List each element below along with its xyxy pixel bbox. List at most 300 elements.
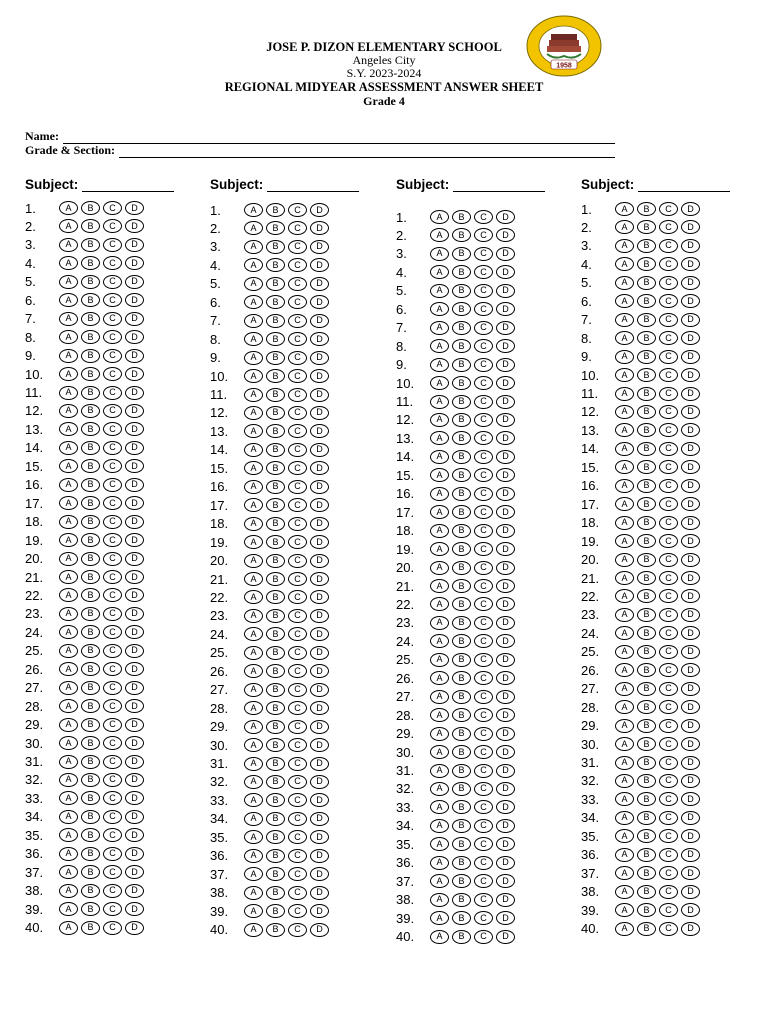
answer-bubble-c[interactable]: C	[103, 515, 122, 529]
answer-bubble-d[interactable]: D	[681, 608, 700, 622]
answer-bubble-c[interactable]: C	[288, 277, 307, 291]
answer-bubble-a[interactable]: A	[59, 330, 78, 344]
answer-bubble-d[interactable]: D	[681, 294, 700, 308]
answer-bubble-d[interactable]: D	[496, 708, 515, 722]
answer-bubble-a[interactable]: A	[430, 579, 449, 593]
answer-bubble-a[interactable]: A	[615, 202, 634, 216]
answer-bubble-d[interactable]: D	[310, 203, 329, 217]
answer-bubble-c[interactable]: C	[659, 460, 678, 474]
answer-bubble-c[interactable]: C	[288, 424, 307, 438]
answer-bubble-c[interactable]: C	[103, 256, 122, 270]
answer-bubble-c[interactable]: C	[659, 571, 678, 585]
answer-bubble-b[interactable]: B	[452, 358, 471, 372]
answer-bubble-a[interactable]: A	[615, 866, 634, 880]
answer-bubble-a[interactable]: A	[244, 406, 263, 420]
answer-bubble-b[interactable]: B	[452, 800, 471, 814]
answer-bubble-c[interactable]: C	[659, 553, 678, 567]
answer-bubble-d[interactable]: D	[310, 793, 329, 807]
answer-bubble-b[interactable]: B	[637, 922, 656, 936]
answer-bubble-c[interactable]: C	[474, 616, 493, 630]
answer-bubble-c[interactable]: C	[474, 708, 493, 722]
answer-bubble-b[interactable]: B	[452, 395, 471, 409]
answer-bubble-a[interactable]: A	[615, 423, 634, 437]
answer-bubble-d[interactable]: D	[681, 276, 700, 290]
answer-bubble-c[interactable]: C	[474, 634, 493, 648]
answer-bubble-c[interactable]: C	[474, 524, 493, 538]
answer-bubble-d[interactable]: D	[496, 561, 515, 575]
answer-bubble-d[interactable]: D	[496, 247, 515, 261]
answer-bubble-a[interactable]: A	[59, 459, 78, 473]
answer-bubble-c[interactable]: C	[474, 930, 493, 944]
answer-bubble-b[interactable]: B	[452, 930, 471, 944]
answer-bubble-c[interactable]: C	[103, 755, 122, 769]
answer-bubble-b[interactable]: B	[81, 718, 100, 732]
answer-bubble-a[interactable]: A	[430, 837, 449, 851]
answer-bubble-b[interactable]: B	[637, 479, 656, 493]
answer-bubble-a[interactable]: A	[615, 350, 634, 364]
answer-bubble-a[interactable]: A	[244, 793, 263, 807]
answer-bubble-a[interactable]: A	[244, 258, 263, 272]
answer-bubble-b[interactable]: B	[266, 683, 285, 697]
answer-bubble-c[interactable]: C	[288, 849, 307, 863]
answer-bubble-c[interactable]: C	[474, 874, 493, 888]
answer-bubble-c[interactable]: C	[288, 314, 307, 328]
answer-bubble-b[interactable]: B	[81, 736, 100, 750]
answer-bubble-a[interactable]: A	[615, 885, 634, 899]
answer-bubble-d[interactable]: D	[496, 874, 515, 888]
answer-bubble-b[interactable]: B	[266, 461, 285, 475]
answer-bubble-b[interactable]: B	[452, 597, 471, 611]
answer-bubble-c[interactable]: C	[288, 535, 307, 549]
answer-bubble-d[interactable]: D	[496, 339, 515, 353]
answer-bubble-d[interactable]: D	[681, 202, 700, 216]
answer-bubble-d[interactable]: D	[125, 773, 144, 787]
answer-bubble-c[interactable]: C	[288, 683, 307, 697]
answer-bubble-a[interactable]: A	[430, 653, 449, 667]
answer-bubble-b[interactable]: B	[266, 738, 285, 752]
answer-bubble-c[interactable]: C	[288, 443, 307, 457]
answer-bubble-d[interactable]: D	[125, 312, 144, 326]
answer-bubble-d[interactable]: D	[681, 553, 700, 567]
answer-bubble-c[interactable]: C	[288, 221, 307, 235]
answer-bubble-b[interactable]: B	[81, 902, 100, 916]
answer-bubble-d[interactable]: D	[496, 745, 515, 759]
answer-bubble-d[interactable]: D	[681, 719, 700, 733]
answer-bubble-c[interactable]: C	[659, 719, 678, 733]
answer-bubble-c[interactable]: C	[288, 738, 307, 752]
answer-bubble-b[interactable]: B	[266, 793, 285, 807]
answer-bubble-c[interactable]: C	[474, 764, 493, 778]
answer-bubble-c[interactable]: C	[288, 480, 307, 494]
answer-bubble-d[interactable]: D	[496, 450, 515, 464]
answer-bubble-a[interactable]: A	[615, 682, 634, 696]
answer-bubble-c[interactable]: C	[474, 671, 493, 685]
answer-bubble-c[interactable]: C	[659, 534, 678, 548]
answer-bubble-d[interactable]: D	[125, 588, 144, 602]
answer-bubble-d[interactable]: D	[496, 210, 515, 224]
answer-bubble-c[interactable]: C	[103, 847, 122, 861]
answer-bubble-c[interactable]: C	[659, 405, 678, 419]
answer-bubble-c[interactable]: C	[103, 552, 122, 566]
answer-bubble-b[interactable]: B	[266, 554, 285, 568]
answer-bubble-c[interactable]: C	[103, 441, 122, 455]
answer-bubble-b[interactable]: B	[81, 386, 100, 400]
answer-bubble-c[interactable]: C	[103, 791, 122, 805]
answer-bubble-a[interactable]: A	[430, 616, 449, 630]
answer-bubble-c[interactable]: C	[103, 404, 122, 418]
answer-bubble-b[interactable]: B	[637, 239, 656, 253]
answer-bubble-a[interactable]: A	[59, 552, 78, 566]
answer-bubble-b[interactable]: B	[266, 203, 285, 217]
answer-bubble-d[interactable]: D	[125, 533, 144, 547]
answer-bubble-d[interactable]: D	[310, 830, 329, 844]
answer-bubble-b[interactable]: B	[266, 424, 285, 438]
answer-bubble-a[interactable]: A	[615, 829, 634, 843]
answer-bubble-a[interactable]: A	[244, 240, 263, 254]
answer-bubble-c[interactable]: C	[474, 579, 493, 593]
answer-bubble-a[interactable]: A	[59, 478, 78, 492]
answer-bubble-a[interactable]: A	[615, 922, 634, 936]
answer-bubble-a[interactable]: A	[59, 625, 78, 639]
answer-bubble-b[interactable]: B	[81, 256, 100, 270]
answer-bubble-b[interactable]: B	[637, 553, 656, 567]
answer-bubble-a[interactable]: A	[59, 644, 78, 658]
answer-bubble-c[interactable]: C	[659, 848, 678, 862]
answer-bubble-d[interactable]: D	[310, 517, 329, 531]
answer-bubble-b[interactable]: B	[266, 646, 285, 660]
answer-bubble-a[interactable]: A	[244, 757, 263, 771]
answer-bubble-a[interactable]: A	[615, 220, 634, 234]
answer-bubble-b[interactable]: B	[637, 202, 656, 216]
answer-bubble-a[interactable]: A	[59, 219, 78, 233]
answer-bubble-c[interactable]: C	[659, 331, 678, 345]
answer-bubble-a[interactable]: A	[244, 701, 263, 715]
answer-bubble-b[interactable]: B	[81, 921, 100, 935]
answer-bubble-b[interactable]: B	[452, 247, 471, 261]
answer-bubble-a[interactable]: A	[615, 571, 634, 585]
answer-bubble-c[interactable]: C	[103, 386, 122, 400]
answer-bubble-d[interactable]: D	[681, 774, 700, 788]
answer-bubble-c[interactable]: C	[659, 792, 678, 806]
answer-bubble-d[interactable]: D	[310, 572, 329, 586]
answer-bubble-b[interactable]: B	[452, 616, 471, 630]
answer-bubble-b[interactable]: B	[452, 893, 471, 907]
answer-bubble-c[interactable]: C	[288, 646, 307, 660]
answer-bubble-d[interactable]: D	[496, 358, 515, 372]
answer-bubble-b[interactable]: B	[266, 240, 285, 254]
answer-bubble-b[interactable]: B	[266, 369, 285, 383]
answer-bubble-d[interactable]: D	[496, 265, 515, 279]
answer-bubble-b[interactable]: B	[452, 561, 471, 575]
answer-bubble-d[interactable]: D	[496, 597, 515, 611]
answer-bubble-b[interactable]: B	[452, 634, 471, 648]
answer-bubble-d[interactable]: D	[496, 764, 515, 778]
answer-bubble-d[interactable]: D	[496, 671, 515, 685]
answer-bubble-c[interactable]: C	[288, 332, 307, 346]
answer-bubble-a[interactable]: A	[615, 442, 634, 456]
answer-bubble-b[interactable]: B	[452, 505, 471, 519]
answer-bubble-a[interactable]: A	[244, 923, 263, 937]
answer-bubble-c[interactable]: C	[659, 423, 678, 437]
answer-bubble-a[interactable]: A	[615, 774, 634, 788]
answer-bubble-a[interactable]: A	[615, 405, 634, 419]
answer-bubble-c[interactable]: C	[474, 321, 493, 335]
answer-bubble-d[interactable]: D	[310, 867, 329, 881]
answer-bubble-a[interactable]: A	[430, 228, 449, 242]
answer-bubble-d[interactable]: D	[681, 460, 700, 474]
answer-bubble-d[interactable]: D	[310, 609, 329, 623]
answer-bubble-a[interactable]: A	[244, 369, 263, 383]
answer-bubble-d[interactable]: D	[496, 487, 515, 501]
answer-bubble-b[interactable]: B	[81, 293, 100, 307]
answer-bubble-c[interactable]: C	[659, 682, 678, 696]
answer-bubble-b[interactable]: B	[452, 284, 471, 298]
answer-bubble-b[interactable]: B	[637, 737, 656, 751]
answer-bubble-d[interactable]: D	[125, 238, 144, 252]
answer-bubble-b[interactable]: B	[266, 480, 285, 494]
answer-bubble-b[interactable]: B	[81, 607, 100, 621]
answer-bubble-a[interactable]: A	[59, 588, 78, 602]
answer-bubble-d[interactable]: D	[681, 516, 700, 530]
answer-bubble-d[interactable]: D	[681, 792, 700, 806]
answer-bubble-d[interactable]: D	[681, 866, 700, 880]
answer-bubble-d[interactable]: D	[310, 332, 329, 346]
answer-bubble-a[interactable]: A	[244, 646, 263, 660]
answer-bubble-a[interactable]: A	[244, 849, 263, 863]
answer-bubble-c[interactable]: C	[659, 368, 678, 382]
answer-bubble-a[interactable]: A	[430, 468, 449, 482]
answer-bubble-a[interactable]: A	[430, 413, 449, 427]
answer-bubble-a[interactable]: A	[59, 755, 78, 769]
answer-bubble-c[interactable]: C	[659, 239, 678, 253]
answer-bubble-c[interactable]: C	[474, 395, 493, 409]
answer-bubble-d[interactable]: D	[125, 349, 144, 363]
answer-bubble-b[interactable]: B	[452, 690, 471, 704]
answer-bubble-a[interactable]: A	[244, 517, 263, 531]
answer-bubble-a[interactable]: A	[244, 738, 263, 752]
answer-bubble-a[interactable]: A	[615, 257, 634, 271]
answer-bubble-d[interactable]: D	[125, 810, 144, 824]
answer-bubble-b[interactable]: B	[452, 450, 471, 464]
answer-bubble-a[interactable]: A	[430, 819, 449, 833]
answer-bubble-c[interactable]: C	[103, 496, 122, 510]
answer-bubble-a[interactable]: A	[59, 884, 78, 898]
answer-bubble-a[interactable]: A	[244, 683, 263, 697]
answer-bubble-d[interactable]: D	[681, 589, 700, 603]
answer-bubble-c[interactable]: C	[288, 775, 307, 789]
answer-bubble-c[interactable]: C	[659, 479, 678, 493]
answer-bubble-c[interactable]: C	[659, 645, 678, 659]
answer-bubble-c[interactable]: C	[288, 572, 307, 586]
answer-bubble-a[interactable]: A	[615, 239, 634, 253]
answer-bubble-c[interactable]: C	[103, 201, 122, 215]
answer-bubble-b[interactable]: B	[266, 757, 285, 771]
answer-bubble-b[interactable]: B	[452, 265, 471, 279]
answer-bubble-d[interactable]: D	[681, 368, 700, 382]
answer-bubble-b[interactable]: B	[637, 294, 656, 308]
answer-bubble-d[interactable]: D	[681, 700, 700, 714]
answer-bubble-c[interactable]: C	[659, 350, 678, 364]
answer-bubble-b[interactable]: B	[266, 590, 285, 604]
answer-bubble-d[interactable]: D	[681, 663, 700, 677]
answer-bubble-a[interactable]: A	[615, 700, 634, 714]
subject-line[interactable]	[267, 177, 359, 192]
answer-bubble-d[interactable]: D	[681, 479, 700, 493]
subject-line[interactable]	[638, 177, 730, 192]
answer-bubble-b[interactable]: B	[452, 487, 471, 501]
answer-bubble-d[interactable]: D	[496, 837, 515, 851]
answer-bubble-a[interactable]: A	[615, 756, 634, 770]
answer-bubble-a[interactable]: A	[430, 874, 449, 888]
answer-bubble-c[interactable]: C	[103, 625, 122, 639]
answer-bubble-a[interactable]: A	[244, 443, 263, 457]
answer-bubble-c[interactable]: C	[659, 387, 678, 401]
answer-bubble-d[interactable]: D	[310, 535, 329, 549]
answer-bubble-d[interactable]: D	[125, 625, 144, 639]
subject-line[interactable]	[453, 177, 545, 192]
answer-bubble-c[interactable]: C	[103, 773, 122, 787]
answer-bubble-a[interactable]: A	[244, 221, 263, 235]
answer-bubble-c[interactable]: C	[103, 459, 122, 473]
answer-bubble-a[interactable]: A	[430, 431, 449, 445]
answer-bubble-a[interactable]: A	[430, 339, 449, 353]
answer-bubble-d[interactable]: D	[681, 257, 700, 271]
answer-bubble-c[interactable]: C	[474, 727, 493, 741]
answer-bubble-c[interactable]: C	[474, 247, 493, 261]
answer-bubble-c[interactable]: C	[103, 312, 122, 326]
answer-bubble-a[interactable]: A	[244, 535, 263, 549]
answer-bubble-b[interactable]: B	[452, 376, 471, 390]
answer-bubble-a[interactable]: A	[430, 930, 449, 944]
answer-bubble-d[interactable]: D	[125, 441, 144, 455]
answer-bubble-a[interactable]: A	[430, 487, 449, 501]
answer-bubble-d[interactable]: D	[310, 498, 329, 512]
answer-bubble-c[interactable]: C	[474, 745, 493, 759]
answer-bubble-b[interactable]: B	[637, 792, 656, 806]
answer-bubble-a[interactable]: A	[244, 203, 263, 217]
answer-bubble-a[interactable]: A	[59, 902, 78, 916]
answer-bubble-b[interactable]: B	[637, 331, 656, 345]
answer-bubble-d[interactable]: D	[310, 461, 329, 475]
answer-bubble-c[interactable]: C	[288, 904, 307, 918]
answer-bubble-a[interactable]: A	[615, 460, 634, 474]
answer-bubble-c[interactable]: C	[474, 210, 493, 224]
answer-bubble-c[interactable]: C	[288, 886, 307, 900]
answer-bubble-d[interactable]: D	[681, 811, 700, 825]
answer-bubble-a[interactable]: A	[244, 554, 263, 568]
answer-bubble-b[interactable]: B	[266, 923, 285, 937]
answer-bubble-a[interactable]: A	[430, 764, 449, 778]
answer-bubble-c[interactable]: C	[103, 588, 122, 602]
answer-bubble-c[interactable]: C	[474, 597, 493, 611]
answer-bubble-a[interactable]: A	[430, 893, 449, 907]
answer-bubble-c[interactable]: C	[288, 664, 307, 678]
answer-bubble-d[interactable]: D	[310, 664, 329, 678]
answer-bubble-c[interactable]: C	[288, 406, 307, 420]
answer-bubble-a[interactable]: A	[430, 727, 449, 741]
answer-bubble-a[interactable]: A	[59, 256, 78, 270]
answer-bubble-c[interactable]: C	[288, 240, 307, 254]
answer-bubble-b[interactable]: B	[637, 387, 656, 401]
answer-bubble-b[interactable]: B	[81, 847, 100, 861]
answer-bubble-a[interactable]: A	[244, 424, 263, 438]
answer-bubble-a[interactable]: A	[59, 404, 78, 418]
answer-bubble-b[interactable]: B	[266, 849, 285, 863]
answer-bubble-d[interactable]: D	[496, 819, 515, 833]
answer-bubble-b[interactable]: B	[452, 210, 471, 224]
answer-bubble-d[interactable]: D	[681, 534, 700, 548]
answer-bubble-c[interactable]: C	[659, 811, 678, 825]
answer-bubble-d[interactable]: D	[310, 886, 329, 900]
answer-bubble-c[interactable]: C	[659, 885, 678, 899]
subject-field[interactable]	[210, 174, 380, 192]
answer-bubble-d[interactable]: D	[125, 607, 144, 621]
answer-bubble-b[interactable]: B	[266, 221, 285, 235]
answer-bubble-c[interactable]: C	[474, 782, 493, 796]
answer-bubble-a[interactable]: A	[430, 247, 449, 261]
answer-bubble-d[interactable]: D	[681, 903, 700, 917]
answer-bubble-b[interactable]: B	[452, 727, 471, 741]
answer-bubble-b[interactable]: B	[637, 608, 656, 622]
answer-bubble-d[interactable]: D	[310, 388, 329, 402]
answer-bubble-c[interactable]: C	[659, 202, 678, 216]
answer-bubble-c[interactable]: C	[474, 893, 493, 907]
answer-bubble-c[interactable]: C	[103, 644, 122, 658]
subject-field[interactable]	[396, 174, 566, 192]
answer-bubble-d[interactable]: D	[310, 683, 329, 697]
answer-bubble-d[interactable]: D	[496, 524, 515, 538]
answer-bubble-b[interactable]: B	[637, 534, 656, 548]
answer-bubble-b[interactable]: B	[637, 866, 656, 880]
answer-bubble-a[interactable]: A	[59, 865, 78, 879]
answer-bubble-d[interactable]: D	[681, 350, 700, 364]
answer-bubble-a[interactable]: A	[244, 590, 263, 604]
answer-bubble-a[interactable]: A	[59, 773, 78, 787]
answer-bubble-b[interactable]: B	[637, 589, 656, 603]
answer-bubble-b[interactable]: B	[266, 830, 285, 844]
answer-bubble-a[interactable]: A	[430, 800, 449, 814]
answer-bubble-c[interactable]: C	[474, 819, 493, 833]
answer-bubble-c[interactable]: C	[659, 442, 678, 456]
answer-bubble-d[interactable]: D	[125, 791, 144, 805]
answer-bubble-a[interactable]: A	[244, 609, 263, 623]
answer-bubble-d[interactable]: D	[125, 201, 144, 215]
answer-bubble-c[interactable]: C	[288, 720, 307, 734]
answer-bubble-a[interactable]: A	[59, 386, 78, 400]
answer-bubble-c[interactable]: C	[288, 923, 307, 937]
answer-bubble-d[interactable]: D	[496, 930, 515, 944]
answer-bubble-a[interactable]: A	[430, 376, 449, 390]
answer-bubble-b[interactable]: B	[637, 756, 656, 770]
answer-bubble-c[interactable]: C	[103, 828, 122, 842]
answer-bubble-c[interactable]: C	[474, 265, 493, 279]
answer-bubble-a[interactable]: A	[59, 441, 78, 455]
answer-bubble-d[interactable]: D	[681, 682, 700, 696]
answer-bubble-c[interactable]: C	[659, 257, 678, 271]
answer-bubble-c[interactable]: C	[288, 830, 307, 844]
answer-bubble-a[interactable]: A	[615, 331, 634, 345]
answer-bubble-b[interactable]: B	[266, 498, 285, 512]
answer-bubble-a[interactable]: A	[59, 293, 78, 307]
answer-bubble-b[interactable]: B	[637, 442, 656, 456]
answer-bubble-b[interactable]: B	[452, 782, 471, 796]
answer-bubble-a[interactable]: A	[59, 422, 78, 436]
answer-bubble-d[interactable]: D	[125, 404, 144, 418]
answer-bubble-b[interactable]: B	[266, 535, 285, 549]
answer-bubble-b[interactable]: B	[452, 339, 471, 353]
answer-bubble-d[interactable]: D	[125, 459, 144, 473]
answer-bubble-a[interactable]: A	[59, 828, 78, 842]
